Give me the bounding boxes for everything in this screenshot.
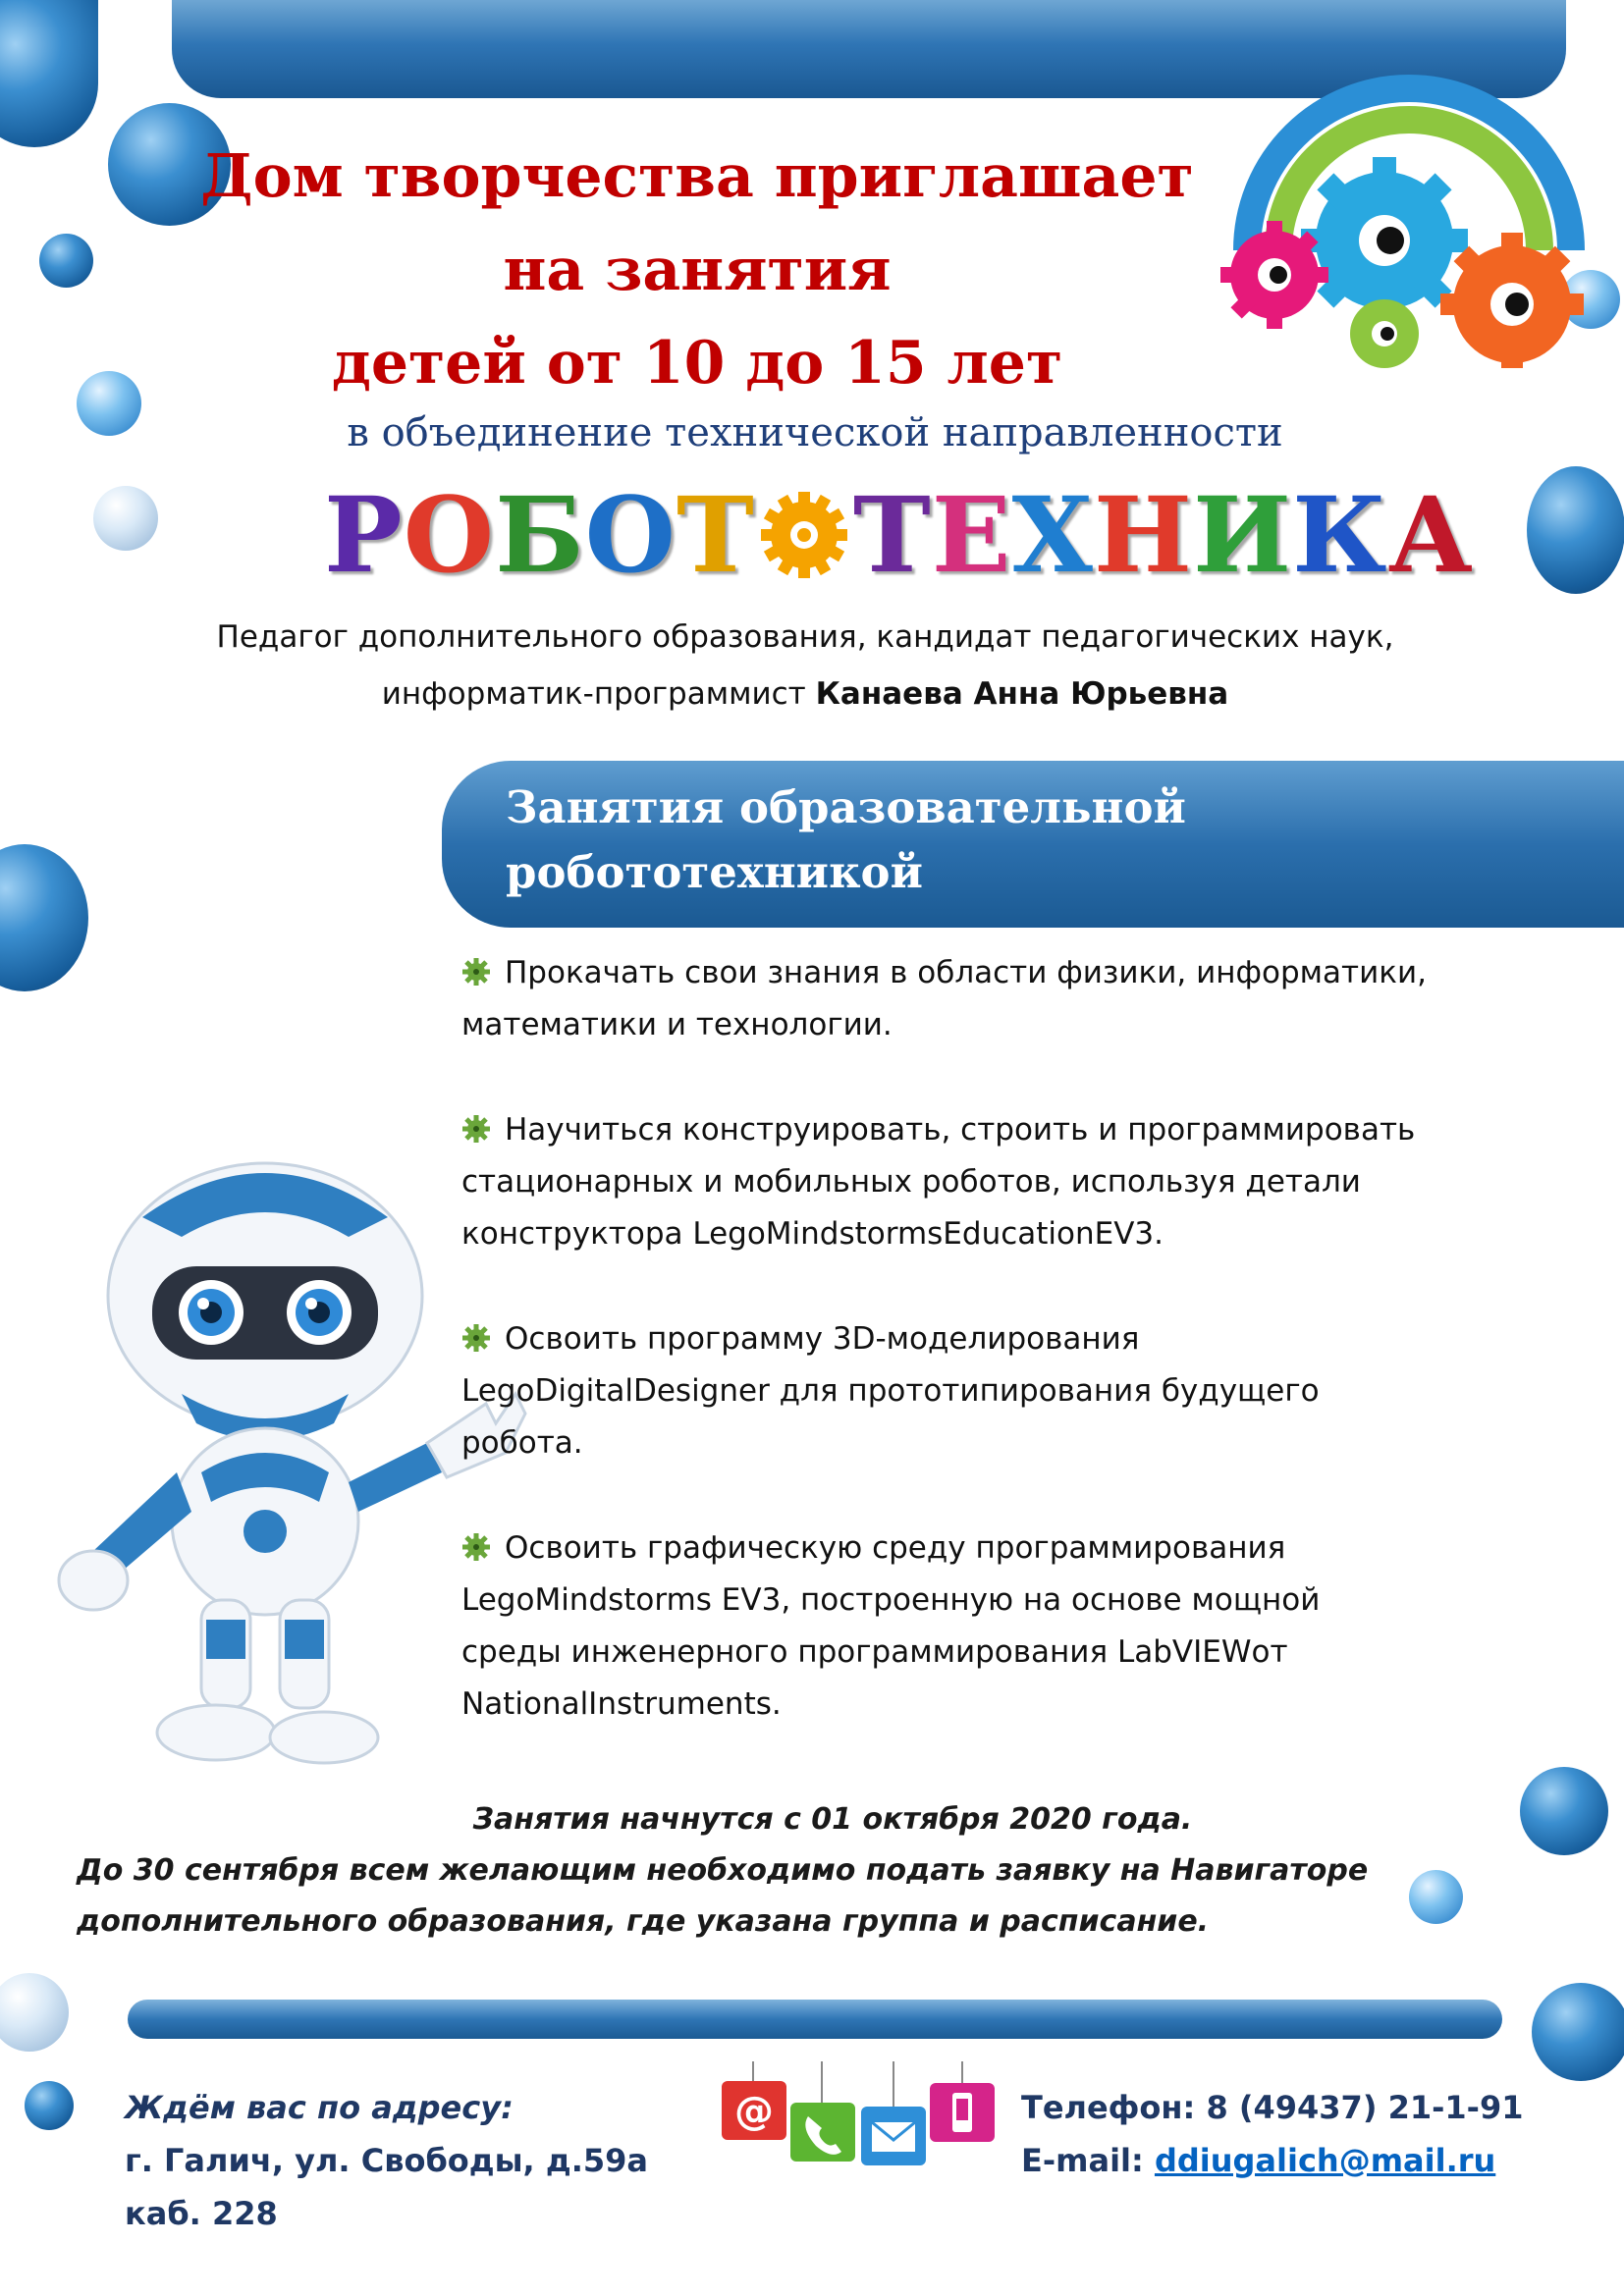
- list-item-text: среды инженерного программирования LabVIEWот: [461, 1634, 1288, 1670]
- list-item-text: робота.: [461, 1425, 583, 1461]
- svg-text:@: @: [734, 2089, 774, 2134]
- mid-banner-line2: позволят детям:: [506, 911, 935, 963]
- wordmark-letter: К: [1292, 473, 1388, 596]
- list-item-text: Прокачать свои знания в области физики, информатики,: [505, 955, 1427, 990]
- list-item: [461, 1522, 1591, 1731]
- wordmark-letter: О: [403, 473, 496, 596]
- wordmark-letter: О: [584, 473, 677, 596]
- decor-ball: [93, 486, 158, 551]
- email-label: E-mail:: [1021, 2142, 1155, 2179]
- list-item-text: LegoDigitalDesigner для прототипирования будущего: [461, 1373, 1320, 1409]
- subtitle: в объединение технической направленности: [347, 410, 1283, 455]
- email-link[interactable]: ddiugalich@mail.ru: [1154, 2142, 1496, 2179]
- enrollment-notice: [77, 1794, 1589, 1948]
- address-block: [125, 2081, 733, 2240]
- robotics-wordmark: [324, 473, 1474, 596]
- wordmark-letter: Т: [676, 473, 755, 596]
- list-item: [461, 1104, 1591, 1260]
- wordmark-letter: И: [1192, 473, 1293, 596]
- list-item-text: NationalInstruments.: [461, 1686, 782, 1722]
- mid-banner-text: [506, 775, 1615, 970]
- teacher-name: Канаева Анна Юрьевна: [815, 676, 1229, 712]
- contact-icons: [712, 2061, 1026, 2189]
- decor-ball: [77, 371, 141, 436]
- wordmark-letter: Н: [1093, 473, 1193, 596]
- phone-number: Телефон: 8 (49437) 21-1-91: [1021, 2089, 1524, 2126]
- list-item-text: стационарных и мобильных роботов, используя детали: [461, 1164, 1361, 1200]
- list-item: [461, 1313, 1591, 1469]
- list-item-text: Освоить программу 3D-моделирования: [505, 1321, 1140, 1357]
- benefits-list: [461, 947, 1591, 1784]
- wordmark-letter: Х: [1011, 473, 1094, 596]
- wordmark-letter: Е: [931, 473, 1012, 596]
- list-item-text: Освоить графическую среду программирования: [505, 1530, 1286, 1566]
- list-item-text: конструктора LegoMindstormsEducationEV3.: [461, 1216, 1164, 1252]
- green-gear-bullet-icon: [461, 1532, 491, 1562]
- decor-ball: [25, 2081, 74, 2130]
- gears-rainbow-logo: [1218, 54, 1600, 368]
- email-row: [1021, 2134, 1610, 2187]
- decor-ball: [0, 1973, 69, 2052]
- page-title-line2: на занятия: [503, 236, 892, 304]
- page-title-line1: Дом творчества приглашает: [200, 142, 1194, 211]
- notice-start-date: Занятия начнутся с 01 октября 2020 года.: [472, 1802, 1193, 1837]
- at-sign-icon: [722, 2061, 786, 2140]
- teacher-title: информатик-программист: [381, 676, 816, 712]
- gear-green-icon: [1350, 299, 1419, 368]
- decor-ball: [1527, 466, 1624, 594]
- teacher-info: [79, 609, 1532, 722]
- list-item-text: Научиться конструировать, строить и программировать: [505, 1112, 1416, 1148]
- orange-gear-letter-icon: [759, 490, 849, 580]
- decor-ball: [39, 234, 93, 288]
- bottom-banner: [128, 2000, 1502, 2039]
- notice-line3: дополнительного образования, где указана группа и расписание.: [77, 1904, 1210, 1939]
- wordmark-letter: Т: [852, 473, 932, 596]
- decor-ball: [0, 844, 88, 991]
- green-gear-bullet-icon: [461, 957, 491, 987]
- wordmark-letter: Р: [324, 473, 404, 596]
- envelope-icon: [861, 2061, 926, 2165]
- phone-icon: [790, 2061, 855, 2162]
- mid-banner-line1: Занятия образовательной робототехникой: [506, 781, 1186, 898]
- notice-line2: До 30 сентября всем желающим необходимо подать заявку на Навигаторе: [77, 1853, 1369, 1888]
- address-label: Ждём вас по адресу:: [125, 2089, 514, 2126]
- green-gear-bullet-icon: [461, 1323, 491, 1353]
- green-gear-bullet-icon: [461, 1114, 491, 1144]
- list-item-text: математики и технологии.: [461, 1007, 893, 1042]
- wordmark-letter: Б: [495, 473, 585, 596]
- gear-orange-icon: [1440, 233, 1584, 368]
- teacher-line2: [79, 666, 1532, 722]
- mobile-phone-icon: [930, 2061, 995, 2142]
- page-title-line3: детей от 10 до 15 лет: [331, 329, 1063, 398]
- list-item-text: LegoMindstorms EV3, построенную на основе мощной: [461, 1582, 1321, 1618]
- wordmark-letter: А: [1387, 473, 1474, 596]
- address-room: каб. 228: [125, 2195, 278, 2232]
- teacher-line1: Педагог дополнительного образования, кандидат педагогических наук,: [216, 619, 1394, 655]
- decor-ball: [0, 0, 98, 147]
- decor-ball: [1532, 1983, 1624, 2081]
- list-item: [461, 947, 1591, 1051]
- contacts-block: [1021, 2081, 1610, 2187]
- address-street: г. Галич, ул. Свободы, д.59а: [125, 2142, 648, 2179]
